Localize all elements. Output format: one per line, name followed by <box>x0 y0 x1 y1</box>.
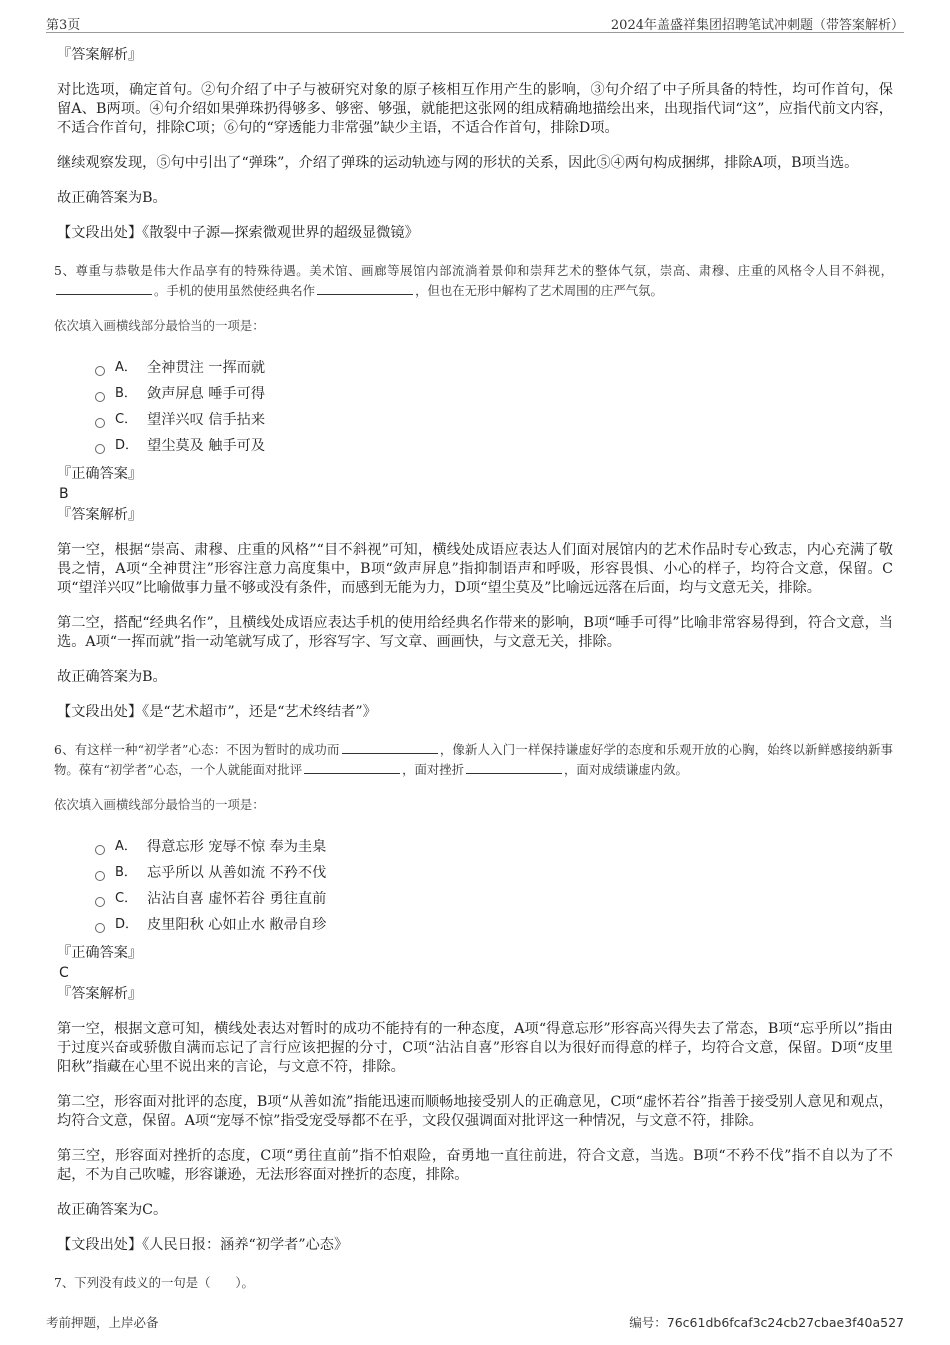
blank-line <box>466 761 562 774</box>
option-b[interactable]: B． 敛声屏息 唾手可得 <box>95 381 893 407</box>
analysis-label: 『答案解析』 <box>57 507 143 523</box>
radio-icon[interactable] <box>95 897 105 907</box>
radio-icon[interactable] <box>95 366 105 376</box>
radio-icon[interactable] <box>95 392 105 402</box>
source-citation: 【文段出处】《散裂中子源—探索微观世界的超级显微镜》 <box>57 225 419 241</box>
correct-answer: C <box>59 965 69 981</box>
footer-slogan: 考前押题，上岸必备 <box>46 1315 159 1330</box>
analysis-paragraph: 继续观察发现，⑤句中引出了“弹珠”，介绍了弹珠的运动轨迹与网的形状的关系，因此⑤④两句构成捆绑，排除A项，B项当选。 <box>57 155 859 171</box>
radio-icon[interactable] <box>95 418 105 428</box>
correct-answer-label: 『正确答案』 <box>57 466 143 482</box>
radio-icon[interactable] <box>95 923 105 933</box>
question-6-hint: 依次填入画横线部分最恰当的一项是： <box>54 797 265 812</box>
option-d[interactable]: D． 皮里阳秋 心如止水 敝帚自珍 <box>95 912 893 938</box>
conclusion: 故正确答案为B。 <box>57 190 167 206</box>
radio-icon[interactable] <box>95 871 105 881</box>
question-5-text: 5、尊重与恭敬是伟大作品享有的特殊待遇。美术馆、画廊等展馆内部流淌着景仰和崇拜艺术的整体气氛，崇高、肃穆、庄重的风格令人目不斜视，。手机的使用虽然使经典名作 ，但也在无形中解构了艺术周围的庄严气氛。 <box>54 263 893 298</box>
document-body <box>54 46 893 1309</box>
analysis-paragraph: 第三空，形容面对挫折的态度，C项“勇往直前”指不怕艰险，奋勇地一直往前进，符合文意，当选。B项“不矜不伐”指不自以为了不起，不为自己吹嘘，形容谦逊，无法形容面对挫折的态度，排除。 <box>57 1148 893 1183</box>
analysis-paragraph: 第一空，根据文意可知，横线处表达对暂时的成功不能持有的一种态度，A项“得意忘形”形容高兴得失去了常态，B项“忘乎所以”指由于过度兴奋或骄傲自满而忘记了言行应该把握的分寸，C项“沾沾自喜”形容自以为很好而得意的样子，均符合文意，保留。D项“皮里阳秋”指藏在心里不说出来的言论，与文意不符，排除。 <box>57 1021 893 1075</box>
blank-line <box>304 761 400 774</box>
question-6-options <box>95 834 893 938</box>
option-b[interactable]: B． 忘乎所以 从善如流 不矜不伐 <box>95 860 893 886</box>
blank-line <box>317 282 413 295</box>
question-6-text: 6、有这样一种“初学者”心态：不因为暂时的成功而 ，像新人入门一样保持谦虚好学的态度和乐观开放的心胸，始终以新鲜感接纳新事物。葆有“初学者”心态，一个人就能面对批评 ，面对挫折 ，面对成绩谦虚内敛。 <box>54 742 893 777</box>
question-5-hint: 依次填入画横线部分最恰当的一项是： <box>54 318 265 333</box>
correct-answer: B <box>59 486 69 502</box>
analysis-label: 『答案解析』 <box>57 47 143 63</box>
radio-icon[interactable] <box>95 444 105 454</box>
source-citation: 【文段出处】《人民日报：涵养“初学者”心态》 <box>57 1237 349 1253</box>
analysis-paragraph: 对比选项，确定首句。②句介绍了中子与被研究对象的原子核相互作用产生的影响，③句介绍了中子所具备的特性，均可作首句，保留A、B两项。④句介绍如果弹珠扔得够多、够密、够强，就能把这张网的组成精确地描绘出来，出现指代词“这”，应指代前文内容，不适合作首句，排除C项；⑥句的“穿透能力非常强”缺少主语，不适合作首句，排除D项。 <box>57 82 893 136</box>
option-c[interactable]: C． 沾沾自喜 虚怀若谷 勇往直前 <box>95 886 893 912</box>
blank-line <box>56 282 152 295</box>
page-number: 第3页 <box>46 18 81 33</box>
option-a[interactable]: A． 得意忘形 宠辱不惊 奉为圭臬 <box>95 834 893 860</box>
analysis-paragraph: 第二空，形容面对批评的态度，B项“从善如流”指能迅速而顺畅地接受别人的正确意见，C项“虚怀若谷”指善于接受别人意见和观点，均符合文意，保留。A项“宠辱不惊”指受宠受辱都不在乎，文段仅强调面对批评这一种情况，与文意不符，排除。 <box>57 1094 893 1129</box>
page-header <box>46 12 904 33</box>
question-5-options <box>95 355 893 459</box>
document-title: 2024年盖盛祥集团招聘笔试冲刺题（带答案解析） <box>610 18 904 33</box>
conclusion: 故正确答案为B。 <box>57 669 167 685</box>
blank-line <box>342 741 438 754</box>
analysis-paragraph: 第二空，搭配“经典名作”，且横线处成语应表达手机的使用给经典名作带来的影响，B项“唾手可得”比喻非常容易得到，符合文意，当选。A项“一挥而就”指一动笔就写成了，形容写字、写文章、画画快，与文意无关，排除。 <box>57 615 893 650</box>
source-citation: 【文段出处】《是“艺术超市”，还是“艺术终结者”》 <box>57 704 377 720</box>
option-c[interactable]: C． 望洋兴叹 信手拈来 <box>95 407 893 433</box>
analysis-paragraph: 第一空，根据“崇高、肃穆、庄重的风格”“目不斜视”可知，横线处成语应表达人们面对展馆内的艺术作品时专心致志，内心充满了敬畏之情，A项“全神贯注”形容注意力高度集中，B项“敛声屏息”指抑制语声和呼吸，形容畏惧、小心的样子，均符合文意，保留。C项“望洋兴叹”比喻做事力量不够或没有条件，而感到无能为力，D项“望尘莫及”比喻远远落在后面，均与文意无关，排除。 <box>57 542 893 596</box>
document-id: 编号：76c61db6fcaf3c24cb27cbae3f40a527 <box>629 1315 904 1330</box>
question-7-text: 7、下列没有歧义的一句是（ ）。 <box>54 1275 254 1290</box>
radio-icon[interactable] <box>95 845 105 855</box>
page-footer <box>46 1313 904 1331</box>
option-d[interactable]: D． 望尘莫及 触手可及 <box>95 433 893 459</box>
correct-answer-label: 『正确答案』 <box>57 945 143 961</box>
option-a[interactable]: A． 全神贯注 一挥而就 <box>95 355 893 381</box>
conclusion: 故正确答案为C。 <box>57 1202 168 1218</box>
analysis-label: 『答案解析』 <box>57 986 143 1002</box>
